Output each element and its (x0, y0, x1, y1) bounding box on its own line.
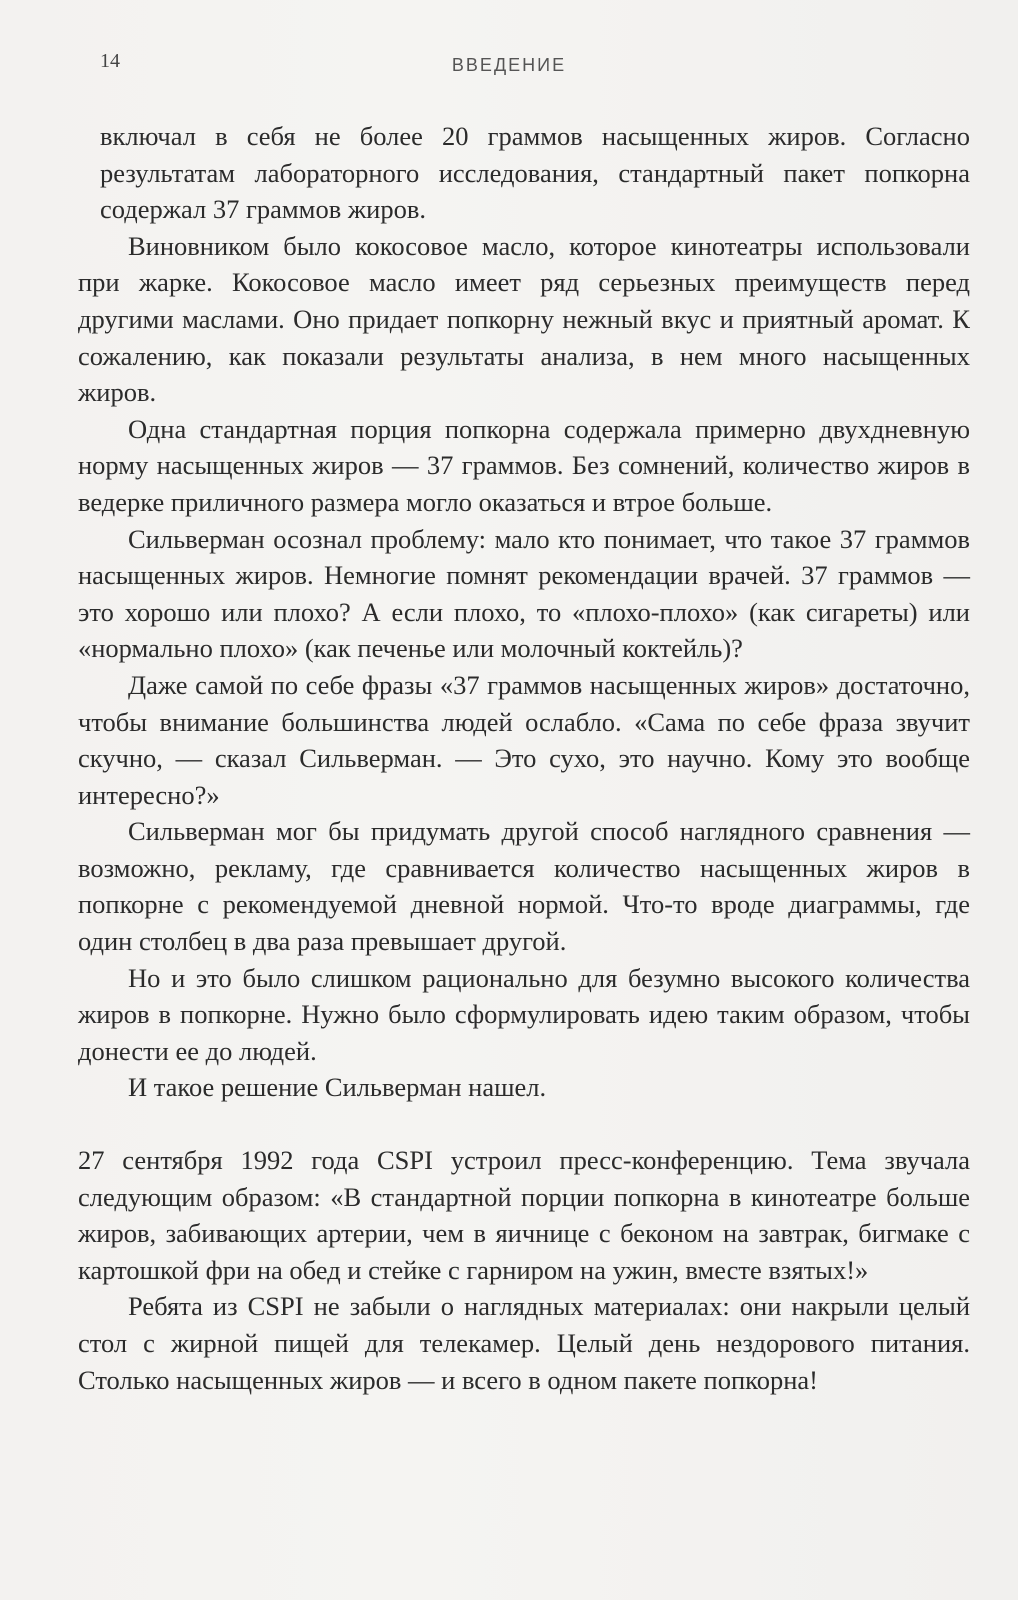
paragraph: Сильверман мог бы придумать другой способ наглядного сравнения — возможно, рекламу, где сравнивается количество насыщенных жиров в попкорне с рекомендуемой дневной нормой. Что-то вроде диаграммы, где один столбец в два раза превышает другой. (78, 816, 970, 957)
paragraph: Даже самой по себе фразы «37 граммов насыщенных жиров» достаточно, чтобы внимание большинства людей ослабло. «Сама по себе фраза звучит скучно, — сказал Сильверман. — Это сухо, это научно. Кому это вообще интересно?» (78, 669, 970, 810)
paragraph: И такое решение Сильверман нашел. (128, 1072, 547, 1103)
section-break (78, 1106, 970, 1142)
page-number: 14 (100, 50, 120, 72)
paragraph-continuation: включал в себя не более 20 граммов насыщенных жиров. Согласно результатам лабораторного исследования, стандартный пакет попкорна содержал 37 граммов жиров. (100, 121, 970, 225)
paragraph: Сильверман осознал проблему: мало кто понимает, что такое 37 граммов насыщенных жиров. Немногие помнят рекомендации врачей. 37 граммов — это хорошо или плохо? А если плохо, то «плохо-плохо» (как сигареты) или «нормально плохо» (как печенье или молочный коктейль)? (78, 523, 970, 664)
running-head: ВВЕДЕНИЕ (451, 55, 567, 75)
paragraph: Ребята из CSPI не забыли о наглядных материалах: они накрыли целый стол с жирной пищей для телекамер. Целый день нездорового питания. Столько насыщенных жиров — и всего в одном пакете попкорна! (78, 1291, 970, 1395)
paragraph: Одна стандартная порция попкорна содержала примерно двухдневную норму насыщенных жиров — 37 граммов. Без сомнений, количество жиров в ведерке приличного размера могло оказаться и втрое больше. (78, 413, 970, 517)
body-text (78, 118, 970, 1398)
paragraph-section-start: 27 сентября 1992 года CSPI устроил пресс-конференцию. Тема звучала следующим образом: «В стандартной порции попкорна в кинотеатре больше жиров, забивающих артерии, чем в яичнице с беконом на завтрак, бигмаке с картошкой фри на обед и стейке с гарниром на ужин, вместе взятых!» (78, 1145, 970, 1285)
paragraph: Но и это было слишком рационально для безумно высокого количества жиров в попкорне. Нужно было сформулировать идею таким образом, чтобы донести ее до людей. (78, 962, 970, 1066)
paragraph: Виновником было кокосовое масло, которое кинотеатры использовали при жарке. Кокосовое масло имеет ряд серьезных преимуществ перед другими маслами. Оно придает попкорну нежный вкус и приятный аромат. К сожалению, как показали результаты анализа, в нем много насыщенных жиров. (78, 230, 970, 408)
page-header (0, 50, 1018, 86)
